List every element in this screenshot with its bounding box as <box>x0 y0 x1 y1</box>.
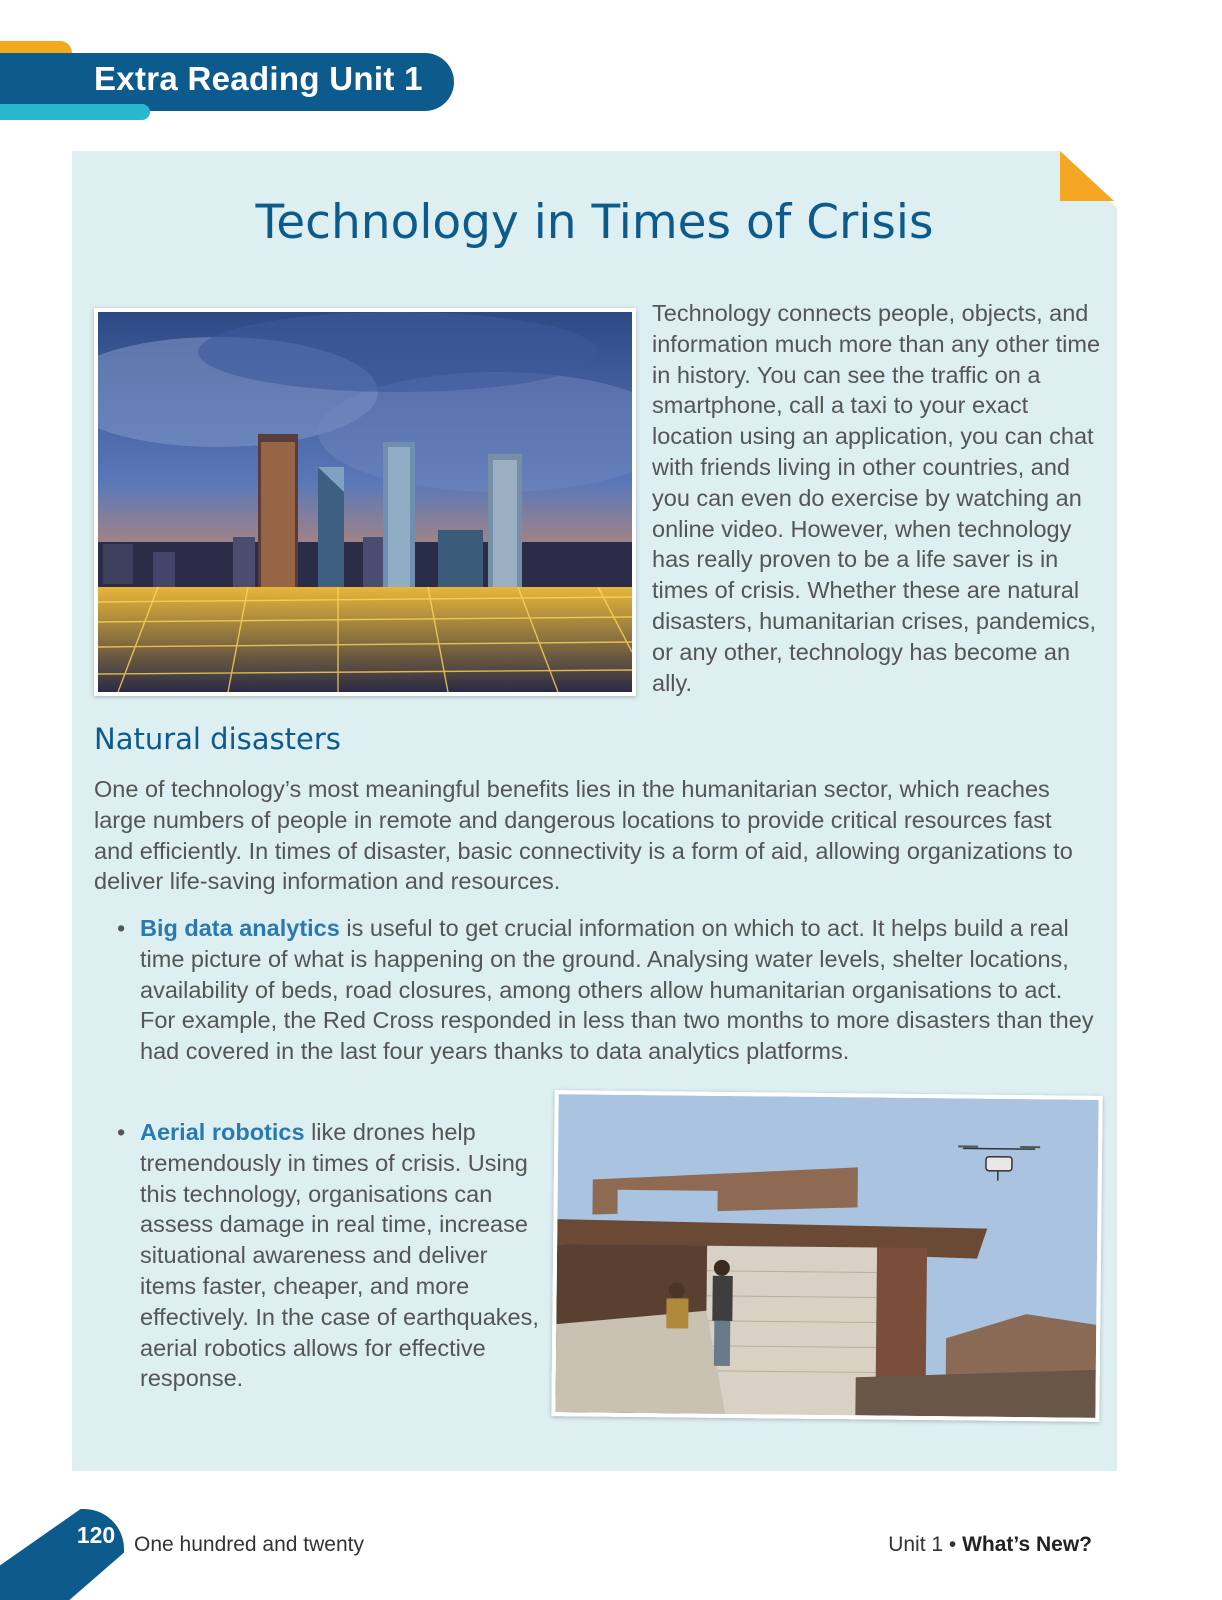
drone-earthquake-photo <box>551 1090 1102 1422</box>
bullet-item <box>117 913 1100 1067</box>
city-skyline-photo <box>94 308 636 696</box>
header-cyan-accent <box>0 104 150 120</box>
bullet-text: like drones help tremendously in times of crisis. Using this technology, organisations can assess damage in real time, increase situational awareness and deliver items faster, cheaper, and more effectively. In the case of earthquakes, aerial robotics allows for effective response. <box>140 1119 539 1392</box>
section-paragraph: One of technology’s most meaningful benefits lies in the humanitarian sector, which reaches large numbers of people in remote and dangerous locations to provide critical resources fast and efficiently. In times of disaster, basic connectivity is a form of aid, allowing organizations to deliver life-saving information and resources. <box>94 776 1073 895</box>
intro-paragraph: Technology connects people, objects, and information much more than any other time in history. You can see the traffic on a smartphone, call a taxi to your exact location using an application, you can chat with friends living in other countries, and you can even do exercise by watching an online video. However, when technology has really proven to be a life saver is in times of crisis. Whether these are natural disasters, humanitarian crises, pandemics, or any other, technology has become an ally. <box>652 300 1101 696</box>
footer-unit-name: What’s New? <box>962 1533 1092 1556</box>
bullet-text: is useful to get crucial information on which to act. It helps build a real time picture of what is happening on the ground. Analysing water levels, shelter locations, availability of beds, road closures, among others allow humanitarian organisations to act. For example, the Red Cross responded in less than two months to more disasters than they had covered in the last four years thanks to data analytics platforms. <box>140 915 1094 1065</box>
page-number-words: One hundred and twenty <box>134 1533 364 1556</box>
bullet-dot-icon: • <box>117 915 126 941</box>
bullet-term: Big data analytics <box>140 915 340 941</box>
article-title: Technology in Times of Crisis <box>255 195 934 250</box>
unit-label: Extra Reading Unit 1 <box>94 60 423 97</box>
footer-unit-prefix: Unit 1 <box>888 1533 944 1556</box>
section-heading: Natural disasters <box>94 722 341 756</box>
footer-unit-title <box>888 1533 1092 1557</box>
bullet-item <box>117 1117 540 1394</box>
bullet-term: Aerial robotics <box>140 1119 305 1145</box>
footer-separator: • <box>948 1533 957 1556</box>
bullet-dot-icon: • <box>117 1119 126 1145</box>
page-number: 120 <box>76 1522 116 1548</box>
